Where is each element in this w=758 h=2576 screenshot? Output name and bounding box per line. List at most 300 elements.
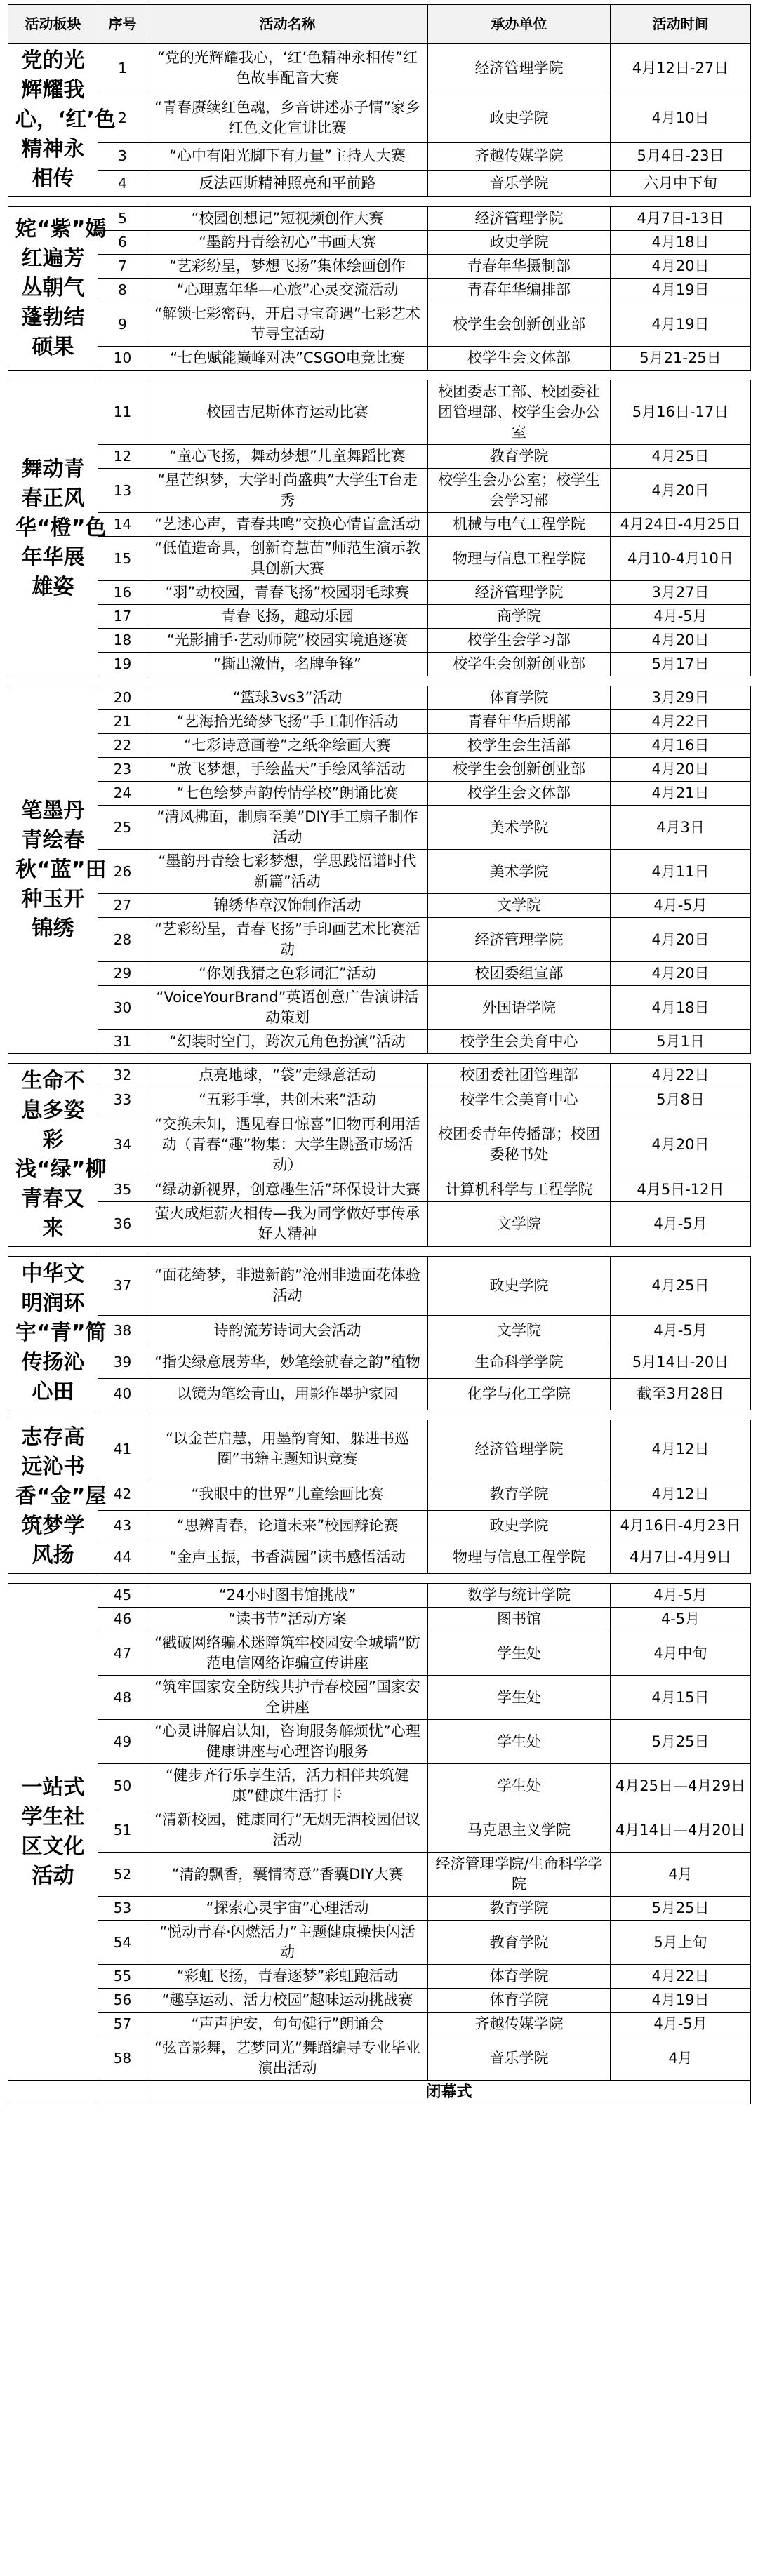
- activity-name: “青春赓续红色魂，乡音讲述赤子情”家乡红色文化宣讲比赛: [147, 93, 428, 143]
- activity-name: “清韵飘香，囊情寄意”香囊DIY大赛: [147, 1853, 428, 1897]
- table-row: [8, 1720, 751, 1764]
- table-row: [8, 1510, 751, 1542]
- table-row: [8, 445, 751, 469]
- activity-name: “艺海拾光绮梦飞扬”手工制作活动: [147, 710, 428, 734]
- table-row: [8, 1764, 751, 1808]
- organizer: 经济管理学院: [428, 44, 611, 93]
- activity-name: “墨韵丹青绘七彩梦想，学思践悟谱时代新篇”活动: [147, 850, 428, 894]
- activity-time: 4月-5月: [611, 1584, 751, 1608]
- activity-time: 4月20日: [611, 1112, 751, 1177]
- section-gap: [8, 371, 751, 380]
- table-row: [8, 207, 751, 231]
- organizer: 外国语学院: [428, 986, 611, 1030]
- organizer: 学生处: [428, 1676, 611, 1720]
- activity-time: 4月-5月: [611, 1315, 751, 1347]
- table-row: [8, 710, 751, 734]
- closing-blank: [8, 2081, 98, 2104]
- row-number: 43: [98, 1510, 147, 1542]
- activity-name: “党的光辉耀我心，‘红’色精神永相传”红色故事配音大赛: [147, 44, 428, 93]
- table-row: [8, 1347, 751, 1378]
- activity-name: “健步齐行乐享生活，活力相伴共筑健康”健康生活打卡: [147, 1764, 428, 1808]
- row-number: 40: [98, 1378, 147, 1410]
- activity-time: 4月22日: [611, 710, 751, 734]
- activity-name: 诗韵流芳诗词大会活动: [147, 1315, 428, 1347]
- activity-name: “面花绮梦，非遗新韵”沧州非遗面花体验活动: [147, 1257, 428, 1316]
- activity-name: “探索心灵宇宙”心理活动: [147, 1897, 428, 1921]
- row-number: 39: [98, 1347, 147, 1378]
- header-no: 序号: [98, 5, 147, 44]
- activity-name: “七色赋能巅峰对决”CSGO电竞比赛: [147, 347, 428, 371]
- activity-name: “艺述心声，青春共鸣”交换心情盲盒活动: [147, 513, 428, 537]
- activity-name: “艺彩纷呈，青春飞扬”手印画艺术比赛活动: [147, 918, 428, 962]
- organizer: 校学生会创新创业部: [428, 758, 611, 782]
- activity-time: 5月16日-17日: [611, 380, 751, 445]
- row-number: 21: [98, 710, 147, 734]
- organizer: 校学生会美育中心: [428, 1030, 611, 1054]
- activity-name: “心理嘉年华—心旅”心灵交流活动: [147, 279, 428, 302]
- table-row: [8, 1201, 751, 1246]
- row-number: 24: [98, 782, 147, 806]
- activity-name: “趣享运动、活力校园”趣味运动挑战赛: [147, 1989, 428, 2013]
- row-number: 6: [98, 231, 147, 255]
- row-number: 48: [98, 1676, 147, 1720]
- activity-name: “幻装时空门，跨次元角色扮演”活动: [147, 1030, 428, 1054]
- activity-time: 4月25日: [611, 1257, 751, 1316]
- table-row: [8, 850, 751, 894]
- organizer: 校团委组宣部: [428, 962, 611, 986]
- organizer: 文学院: [428, 894, 611, 918]
- table-row: [8, 1608, 751, 1631]
- row-number: 22: [98, 734, 147, 758]
- organizer: 经济管理学院: [428, 918, 611, 962]
- organizer: 校学生会文体部: [428, 347, 611, 371]
- activity-time: 5月21-25日: [611, 347, 751, 371]
- activity-time: 4月12日: [611, 1479, 751, 1510]
- table-row: [8, 894, 751, 918]
- activity-time: 4月16日-4月23日: [611, 1510, 751, 1542]
- table-row: [8, 1315, 751, 1347]
- activity-time: 4月20日: [611, 962, 751, 986]
- table-row: [8, 806, 751, 850]
- activity-name: “金声玉振，书香满园”读书感悟活动: [147, 1542, 428, 1573]
- activity-name: “光影捕手·艺动师院”校园实境追逐赛: [147, 629, 428, 653]
- activity-time: 4月-5月: [611, 1201, 751, 1246]
- header-name: 活动名称: [147, 5, 428, 44]
- row-number: 57: [98, 2013, 147, 2036]
- row-number: 16: [98, 581, 147, 605]
- row-number: 4: [98, 170, 147, 196]
- organizer: 校学生会美育中心: [428, 1088, 611, 1112]
- activity-time: 4月15日: [611, 1676, 751, 1720]
- row-number: 5: [98, 207, 147, 231]
- table-row: [8, 1177, 751, 1202]
- row-number: 38: [98, 1315, 147, 1347]
- organizer: 经济管理学院/生命科学学院: [428, 1853, 611, 1897]
- row-number: 3: [98, 143, 147, 170]
- activity-time: 5月4日-23日: [611, 143, 751, 170]
- activity-time: 4月10日: [611, 93, 751, 143]
- table-row: [8, 1808, 751, 1853]
- organizer: 学生处: [428, 1720, 611, 1764]
- organizer: 校团委社团管理部: [428, 1064, 611, 1088]
- table-row: [8, 347, 751, 371]
- row-number: 17: [98, 605, 147, 629]
- table-row: [8, 1088, 751, 1112]
- section-plate: 党的光辉耀我心，‘红’色精神永相传: [8, 44, 98, 197]
- header-org: 承办单位: [428, 5, 611, 44]
- activity-time: 六月中下旬: [611, 170, 751, 196]
- table-row: [8, 918, 751, 962]
- section-gap-cell: [8, 1574, 751, 1584]
- organizer: 教育学院: [428, 1921, 611, 1965]
- table-row: [8, 2036, 751, 2081]
- activity-time: 4月3日: [611, 806, 751, 850]
- section-plate: 中华文明润环宇“青”简传扬沁心田: [8, 1257, 98, 1410]
- row-number: 2: [98, 93, 147, 143]
- activity-time: 4月10-4月10日: [611, 537, 751, 581]
- organizer: 齐越传媒学院: [428, 2013, 611, 2036]
- table-row: [8, 1064, 751, 1088]
- organizer: 马克思主义学院: [428, 1808, 611, 1853]
- organizer: 美术学院: [428, 806, 611, 850]
- activity-name: “清风拂面，制扇至美”DIY手工扇子制作活动: [147, 806, 428, 850]
- activity-name: “VoiceYourBrand”英语创意广告演讲活动策划: [147, 986, 428, 1030]
- organizer: 生命科学学院: [428, 1347, 611, 1378]
- activity-name: “你划我猜之色彩词汇”活动: [147, 962, 428, 986]
- activity-name: “弦音影舞，艺梦同光”舞蹈编导专业毕业演出活动: [147, 2036, 428, 2081]
- activity-name: “七彩诗意画卷”之纸伞绘画大赛: [147, 734, 428, 758]
- organizer: 物理与信息工程学院: [428, 537, 611, 581]
- organizer: 教育学院: [428, 1479, 611, 1510]
- activity-name: “解锁七彩密码，开启寻宝奇遇”七彩艺术节寻宝活动: [147, 302, 428, 347]
- organizer: 体育学院: [428, 686, 611, 710]
- organizer: 校团委志工部、校团委社团管理部、校学生会办公室: [428, 380, 611, 445]
- activity-name: “羽”动校园，青春飞扬”校园羽毛球赛: [147, 581, 428, 605]
- activity-time: 4月18日: [611, 231, 751, 255]
- activity-time: 4月20日: [611, 255, 751, 279]
- section-plate: 舞动青春正风华“橙”色年华展雄姿: [8, 380, 98, 676]
- table-row: [8, 1420, 751, 1479]
- table-row: [8, 1030, 751, 1054]
- organizer: 青春年华后期部: [428, 710, 611, 734]
- activity-time: 4月5日-12日: [611, 1177, 751, 1202]
- table-row: [8, 231, 751, 255]
- activity-name: “心中有阳光脚下有力量”主持人大赛: [147, 143, 428, 170]
- table-row: [8, 653, 751, 676]
- table-row: [8, 537, 751, 581]
- activity-name: “绿动新视界，创意趣生活”环保设计大赛: [147, 1177, 428, 1202]
- row-number: 31: [98, 1030, 147, 1054]
- table-row: [8, 1631, 751, 1676]
- activity-name: “筑牢国家安全防线共护青春校园”国家安全讲座: [147, 1676, 428, 1720]
- activity-time: 4月: [611, 1853, 751, 1897]
- organizer: 校学生会创新创业部: [428, 302, 611, 347]
- row-number: 56: [98, 1989, 147, 2013]
- organizer: 教育学院: [428, 445, 611, 469]
- organizer: 音乐学院: [428, 2036, 611, 2081]
- activity-name: “清新校园，健康同行”无烟无酒校园倡议活动: [147, 1808, 428, 1853]
- activity-name: 校园吉尼斯体育运动比赛: [147, 380, 428, 445]
- organizer: 图书馆: [428, 1608, 611, 1631]
- table-row: [8, 1112, 751, 1177]
- organizer: 政史学院: [428, 1257, 611, 1316]
- activity-time: 5月1日: [611, 1030, 751, 1054]
- row-number: 55: [98, 1965, 147, 1989]
- section-gap-cell: [8, 371, 751, 380]
- activity-time: 4月19日: [611, 1989, 751, 2013]
- row-number: 10: [98, 347, 147, 371]
- organizer: 文学院: [428, 1315, 611, 1347]
- activity-time: 5月25日: [611, 1720, 751, 1764]
- activity-time: 4月12日-27日: [611, 44, 751, 93]
- activity-time: 截至3月28日: [611, 1378, 751, 1410]
- row-number: 32: [98, 1064, 147, 1088]
- closing-ceremony: 闭幕式: [147, 2081, 751, 2104]
- organizer: 校学生会学习部: [428, 629, 611, 653]
- section-gap: [8, 1247, 751, 1257]
- activity-time: 4月-5月: [611, 2013, 751, 2036]
- activity-name: 锦绣华章汉饰制作活动: [147, 894, 428, 918]
- activity-time: 3月27日: [611, 581, 751, 605]
- organizer: 计算机科学与工程学院: [428, 1177, 611, 1202]
- table-row: [8, 279, 751, 302]
- activity-time: 5月上旬: [611, 1921, 751, 1965]
- section-plate: 一站式学生社区文化活动: [8, 1584, 98, 2081]
- activity-time: 4月18日: [611, 986, 751, 1030]
- table-row: [8, 380, 751, 445]
- section-gap-cell: [8, 1410, 751, 1420]
- table-row: [8, 469, 751, 513]
- row-number: 18: [98, 629, 147, 653]
- activity-name: 以镜为笔绘青山，用影作墨护家园: [147, 1378, 428, 1410]
- row-number: 45: [98, 1584, 147, 1608]
- table-row: [8, 581, 751, 605]
- activity-name: “戳破网络骗术迷障筑牢校园安全城墙”防范电信网络诈骗宣传讲座: [147, 1631, 428, 1676]
- row-number: 50: [98, 1764, 147, 1808]
- activity-name: “彩虹飞扬，青春逐梦”彩虹跑活动: [147, 1965, 428, 1989]
- activity-time: 5月17日: [611, 653, 751, 676]
- activity-name: “童心飞扬，舞动梦想”儿童舞蹈比赛: [147, 445, 428, 469]
- section-gap-cell: [8, 197, 751, 207]
- activity-name: “以金芒启慧，用墨韵育知，躲进书巡圈”书籍主题知识竞赛: [147, 1420, 428, 1479]
- row-number: 41: [98, 1420, 147, 1479]
- table-row: [8, 1479, 751, 1510]
- table-row: [8, 1257, 751, 1316]
- activity-time: 4月11日: [611, 850, 751, 894]
- table-row: [8, 1676, 751, 1720]
- section-gap: [8, 1054, 751, 1064]
- activity-time: 4月20日: [611, 758, 751, 782]
- activity-name: “声声护安，句句健行”朗诵会: [147, 2013, 428, 2036]
- organizer: 化学与化工学院: [428, 1378, 611, 1410]
- activity-name: “交换未知，遇见春日惊喜”旧物再利用活动（青春“趣”物集：大学生跳蚤市场活动）: [147, 1112, 428, 1177]
- table-row: [8, 734, 751, 758]
- row-number: 20: [98, 686, 147, 710]
- activity-name: 反法西斯精神照亮和平前路: [147, 170, 428, 196]
- section-gap: [8, 676, 751, 686]
- row-number: 36: [98, 1201, 147, 1246]
- closing-row: [8, 2081, 751, 2104]
- activity-name: “心灵讲解启认知，咨询服务解烦忧”心理健康讲座与心理咨询服务: [147, 1720, 428, 1764]
- activity-time: 4月20日: [611, 918, 751, 962]
- section-gap-cell: [8, 1247, 751, 1257]
- row-number: 46: [98, 1608, 147, 1631]
- closing-blank: [98, 2081, 147, 2104]
- activity-time: 4月22日: [611, 1965, 751, 1989]
- table-row: [8, 1853, 751, 1897]
- section-gap: [8, 197, 751, 207]
- activity-time: 4月24日-4月25日: [611, 513, 751, 537]
- section-plate: 志存高远沁书香“金”屋筑梦学风扬: [8, 1420, 98, 1574]
- organizer: 政史学院: [428, 231, 611, 255]
- row-number: 33: [98, 1088, 147, 1112]
- organizer: 经济管理学院: [428, 581, 611, 605]
- table-row: [8, 44, 751, 93]
- activity-name: “读书节”活动方案: [147, 1608, 428, 1631]
- table-row: [8, 1378, 751, 1410]
- organizer: 音乐学院: [428, 170, 611, 196]
- activity-name: “指尖绿意展芳华，妙笔绘就春之韵”植物: [147, 1347, 428, 1378]
- activity-time: 4月25日: [611, 445, 751, 469]
- activity-time: 3月29日: [611, 686, 751, 710]
- organizer: 学生处: [428, 1764, 611, 1808]
- table-row: [8, 170, 751, 196]
- organizer: 商学院: [428, 605, 611, 629]
- row-number: 26: [98, 850, 147, 894]
- activity-name: “思辨青春，论道未来”校园辩论赛: [147, 1510, 428, 1542]
- table-body: [8, 44, 751, 2104]
- organizer: 数学与统计学院: [428, 1584, 611, 1608]
- activity-time: 4月16日: [611, 734, 751, 758]
- table-row: [8, 986, 751, 1030]
- organizer: 机械与电气工程学院: [428, 513, 611, 537]
- organizer: 青春年华编排部: [428, 279, 611, 302]
- organizer: 青春年华摄制部: [428, 255, 611, 279]
- table-row: [8, 1897, 751, 1921]
- activity-time: 4月-5月: [611, 605, 751, 629]
- table-row: [8, 143, 751, 170]
- activity-time: 4月21日: [611, 782, 751, 806]
- organizer: 体育学院: [428, 1965, 611, 1989]
- table-row: [8, 758, 751, 782]
- table-row: [8, 302, 751, 347]
- row-number: 15: [98, 537, 147, 581]
- organizer: 校学生会创新创业部: [428, 653, 611, 676]
- header-plate: 活动板块: [8, 5, 98, 44]
- table-row: [8, 1965, 751, 1989]
- activity-name: “悦动青春·闪燃活力”主题健康操快闪活动: [147, 1921, 428, 1965]
- organizer: 美术学院: [428, 850, 611, 894]
- activity-name: “七色绘梦声韵传情学校”朗诵比赛: [147, 782, 428, 806]
- organizer: 物理与信息工程学院: [428, 1542, 611, 1573]
- section-gap: [8, 1410, 751, 1420]
- activity-name: 点亮地球，“袋”走绿意活动: [147, 1064, 428, 1088]
- row-number: 14: [98, 513, 147, 537]
- activity-time: 4月7日-13日: [611, 207, 751, 231]
- row-number: 30: [98, 986, 147, 1030]
- activity-time: 4月25日—4月29日: [611, 1764, 751, 1808]
- row-number: 12: [98, 445, 147, 469]
- activity-name: 萤火成炬薪火相传—我为同学做好事传承好人精神: [147, 1201, 428, 1246]
- table-row: [8, 2013, 751, 2036]
- activity-time: 4月14日—4月20日: [611, 1808, 751, 1853]
- activity-time: 4月20日: [611, 469, 751, 513]
- row-number: 44: [98, 1542, 147, 1573]
- organizer: 政史学院: [428, 1510, 611, 1542]
- section-plate: 姹“紫”嫣红遍芳丛朝气蓬勃结硕果: [8, 207, 98, 371]
- section-gap: [8, 1574, 751, 1584]
- row-number: 27: [98, 894, 147, 918]
- section-gap-cell: [8, 676, 751, 686]
- activity-time: 4月20日: [611, 629, 751, 653]
- table-row: [8, 629, 751, 653]
- row-number: 13: [98, 469, 147, 513]
- activity-name: “校园创想记”短视频创作大赛: [147, 207, 428, 231]
- activity-table: [8, 4, 751, 2104]
- table-row: [8, 513, 751, 537]
- activity-name: “放飞梦想，手绘蓝天”手绘风筝活动: [147, 758, 428, 782]
- row-number: 34: [98, 1112, 147, 1177]
- row-number: 52: [98, 1853, 147, 1897]
- row-number: 37: [98, 1257, 147, 1316]
- organizer: 学生处: [428, 1631, 611, 1676]
- organizer: 经济管理学院: [428, 1420, 611, 1479]
- table-row: [8, 782, 751, 806]
- activity-name: “五彩手掌，共创未来”活动: [147, 1088, 428, 1112]
- activity-name: “墨韵丹青绘初心”书画大赛: [147, 231, 428, 255]
- activity-schedule: [8, 4, 750, 2104]
- activity-time: 4月22日: [611, 1064, 751, 1088]
- row-number: 1: [98, 44, 147, 93]
- activity-time: 5月14日-20日: [611, 1347, 751, 1378]
- activity-time: 5月8日: [611, 1088, 751, 1112]
- organizer: 教育学院: [428, 1897, 611, 1921]
- row-number: 8: [98, 279, 147, 302]
- row-number: 9: [98, 302, 147, 347]
- table-row: [8, 1584, 751, 1608]
- activity-time: 4月中旬: [611, 1631, 751, 1676]
- table-header: [8, 5, 751, 44]
- organizer: 体育学院: [428, 1989, 611, 2013]
- activity-time: 5月25日: [611, 1897, 751, 1921]
- row-number: 42: [98, 1479, 147, 1510]
- table-row: [8, 255, 751, 279]
- organizer: 校学生会文体部: [428, 782, 611, 806]
- activity-time: 4月12日: [611, 1420, 751, 1479]
- row-number: 58: [98, 2036, 147, 2081]
- row-number: 54: [98, 1921, 147, 1965]
- activity-time: 4月-5月: [611, 894, 751, 918]
- organizer: 政史学院: [428, 93, 611, 143]
- row-number: 51: [98, 1808, 147, 1853]
- row-number: 49: [98, 1720, 147, 1764]
- table-row: [8, 686, 751, 710]
- table-row: [8, 1921, 751, 1965]
- activity-name: “撕出激情，名牌争锋”: [147, 653, 428, 676]
- row-number: 35: [98, 1177, 147, 1202]
- row-number: 11: [98, 380, 147, 445]
- header-time: 活动时间: [611, 5, 751, 44]
- row-number: 53: [98, 1897, 147, 1921]
- table-row: [8, 605, 751, 629]
- section-gap-cell: [8, 1054, 751, 1064]
- table-row: [8, 1989, 751, 2013]
- row-number: 25: [98, 806, 147, 850]
- activity-time: 4月7日-4月9日: [611, 1542, 751, 1573]
- activity-name: “星芒织梦，大学时尚盛典”大学生T台走秀: [147, 469, 428, 513]
- organizer: 经济管理学院: [428, 207, 611, 231]
- activity-time: 4月: [611, 2036, 751, 2081]
